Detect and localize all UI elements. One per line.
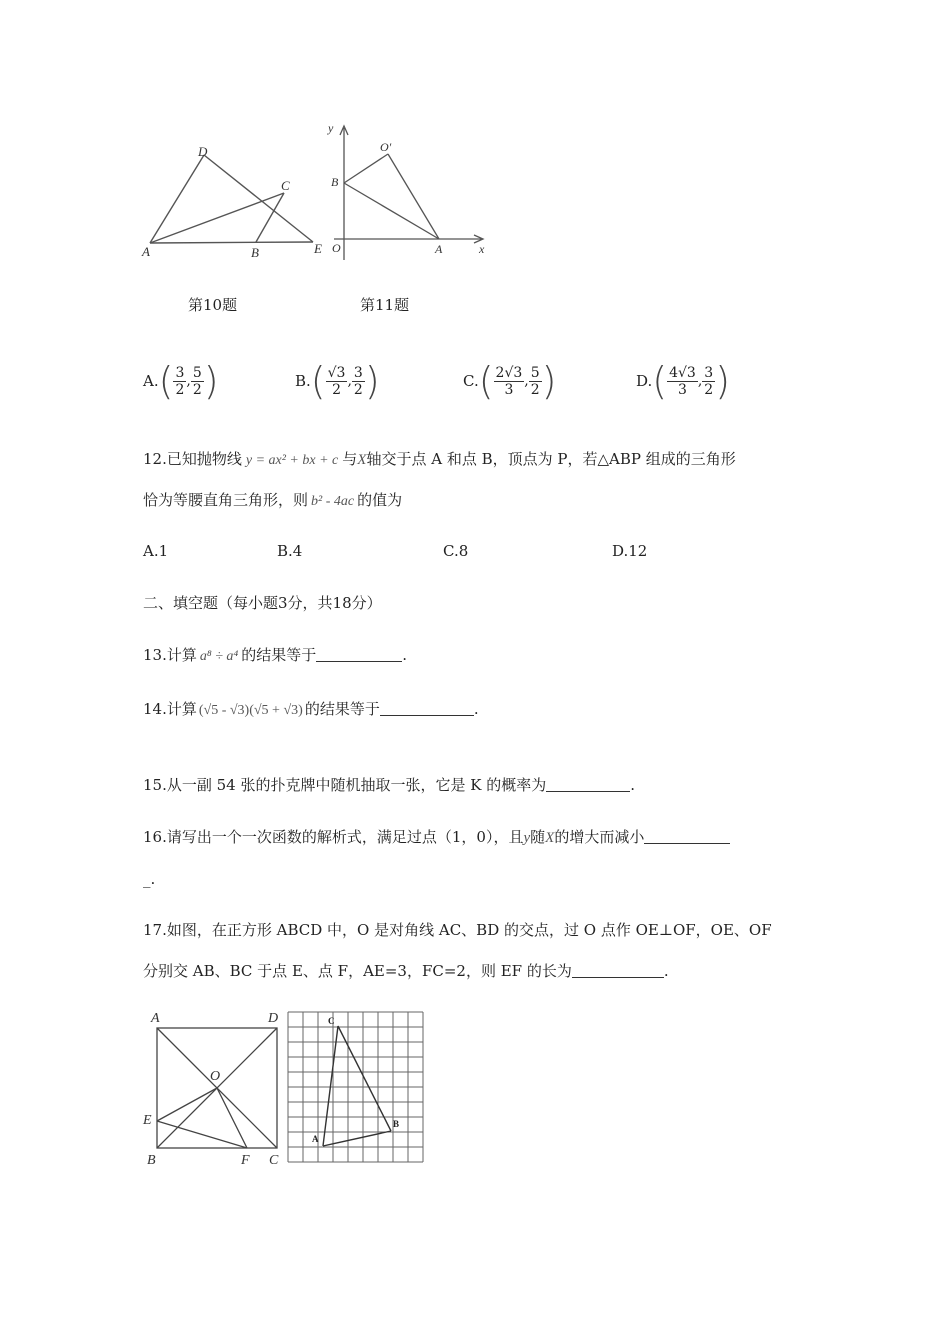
fig18-label-A: A xyxy=(312,1134,319,1144)
q14-end: . xyxy=(473,700,479,718)
q11-option-a: A. ( $\frac{3}{2}$ , $\frac{5}{2}$ ) xyxy=(143,359,219,403)
fig18-label-C: C xyxy=(328,1016,335,1026)
frac-den: 2 xyxy=(353,381,363,398)
q14-suffix: 的结果等于 xyxy=(304,700,380,718)
option-label: B. xyxy=(295,372,311,390)
fig10-caption: 第10题 xyxy=(188,296,238,314)
fig11-label-y: y xyxy=(328,121,334,135)
q13-expr: a⁸ ÷ a⁴ xyxy=(199,649,239,664)
fig11-label-x: x xyxy=(479,242,485,256)
q16-text-c: 的增大而减小 xyxy=(554,828,645,846)
frac-den: 3 xyxy=(504,381,514,398)
figure-10 xyxy=(138,140,338,265)
q12-option-c: C.8 xyxy=(443,542,469,560)
q17-end: . xyxy=(663,962,669,980)
fig10-label-E: E xyxy=(314,241,322,256)
fig11-caption: 第11题 xyxy=(360,296,410,314)
q12-text-c: 轴交于点 A 和点 B，顶点为 P，若△ABP 组成的三角形 xyxy=(366,450,736,468)
fig11-label-Oprime: O′ xyxy=(380,140,392,154)
option-label: D. xyxy=(636,372,653,390)
q17-text: 分别交 AB、BC 于点 E、点 F，AE=3，FC=2，则 EF 的长为 xyxy=(143,962,572,980)
frac-num: 3 xyxy=(704,364,714,381)
q11-option-d: D. ( $\frac{4√3}{3}$ , $\frac{3}{2}$ ) xyxy=(636,359,731,403)
q17-line2 xyxy=(143,961,669,981)
q16-x-var: X xyxy=(545,830,555,846)
fig18-label-B: B xyxy=(393,1119,400,1129)
q17-line1: 17.如图，在正方形 ABCD 中，O 是对角线 AC、BD 的交点，过 O 点作 OE⊥OF，OE、OF xyxy=(143,921,772,939)
q12-text-b: 与 xyxy=(342,450,358,468)
q12-option-a: A.1 xyxy=(143,542,169,560)
fig10-label-D: D xyxy=(198,144,208,159)
frac-den: 2 xyxy=(332,381,341,398)
q12-text-a: 12.已知抛物线 xyxy=(143,450,242,468)
frac-den: 3 xyxy=(678,381,687,398)
q16-line1 xyxy=(143,827,730,848)
option-label: C. xyxy=(463,372,479,390)
fig17-label-F: F xyxy=(241,1153,250,1168)
fig17-label-E: E xyxy=(143,1113,152,1128)
q16-y-var: y xyxy=(523,830,531,846)
q13-suffix: 的结果等于 xyxy=(241,646,317,664)
q12-expr: b² - 4ac xyxy=(311,494,355,509)
q13-end: . xyxy=(402,646,408,664)
fig11-label-A: A xyxy=(435,242,443,256)
fig11-label-B: B xyxy=(331,175,339,189)
q12-line1 xyxy=(143,449,736,471)
frac-num: 5 xyxy=(192,364,202,381)
option-label: A. xyxy=(143,372,159,390)
frac-num: 5 xyxy=(530,364,540,381)
q13 xyxy=(143,645,407,667)
q12-text-d: 恰为等腰直角三角形，则 xyxy=(143,491,309,509)
q16-text-b: 随 xyxy=(530,828,546,846)
figure-11 xyxy=(322,120,492,265)
q15-text: 15.从一副 54 张的扑克牌中随机抽取一张，它是 K 的概率为 xyxy=(143,776,547,794)
q16-line2: _. xyxy=(143,870,156,888)
q17-answer-blank[interactable] xyxy=(572,963,664,978)
frac-den: 2 xyxy=(704,381,714,398)
frac-num: 4√3 xyxy=(669,364,696,381)
fig11-label-O: O xyxy=(332,241,341,255)
frac-den: 2 xyxy=(530,381,540,398)
q12-formula: y = ax² + bx + c xyxy=(245,453,339,468)
fig10-label-C: C xyxy=(281,178,290,193)
frac-den: 2 xyxy=(192,381,202,398)
q11-option-b: B. ( $\frac{√3}{2}$ , $\frac{3}{2}$ ) xyxy=(295,359,380,403)
q11-option-c: C. ( $\frac{2√3}{3}$ , $\frac{5}{2}$ ) xyxy=(463,359,557,403)
q15 xyxy=(143,775,635,795)
q15-answer-blank[interactable] xyxy=(546,777,630,792)
q14-answer-blank[interactable] xyxy=(380,701,474,716)
q12-x-var: X xyxy=(357,452,367,468)
q14-prefix: 14.计算 xyxy=(143,700,197,718)
q13-prefix: 13.计算 xyxy=(143,646,197,664)
fig17-label-D: D xyxy=(268,1011,279,1026)
section-heading: 二、填空题（每小题3分，共18分） xyxy=(143,594,382,612)
fig17-label-C: C xyxy=(269,1153,279,1168)
fig10-label-A: A xyxy=(142,244,150,259)
q12-option-d: D.12 xyxy=(612,542,648,560)
q12-option-b: B.4 xyxy=(277,542,303,560)
q14 xyxy=(143,699,479,721)
q14-expr: (√5 - √3)(√5 + √3) xyxy=(198,703,303,718)
fig17-label-O: O xyxy=(210,1069,221,1084)
figure-grid xyxy=(286,1010,428,1168)
q16-text-a: 16.请写出一个一次函数的解析式，满足过点（1，0），且 xyxy=(143,828,524,846)
frac-den: 2 xyxy=(175,381,185,398)
frac-num: 2√3 xyxy=(495,364,523,381)
q15-end: . xyxy=(630,776,636,794)
frac-num: 3 xyxy=(353,364,363,381)
q13-answer-blank[interactable] xyxy=(316,647,402,662)
fig10-label-B: B xyxy=(251,245,259,260)
frac-num: √3 xyxy=(327,364,346,381)
q12-line2 xyxy=(143,490,402,512)
fig17-label-B: B xyxy=(147,1153,156,1168)
fig17-label-A: A xyxy=(151,1011,160,1026)
q12-text-e: 的值为 xyxy=(357,491,403,509)
figure-17-square xyxy=(140,1004,290,1174)
q16-answer-blank[interactable] xyxy=(644,829,730,844)
frac-num: 3 xyxy=(175,364,185,381)
